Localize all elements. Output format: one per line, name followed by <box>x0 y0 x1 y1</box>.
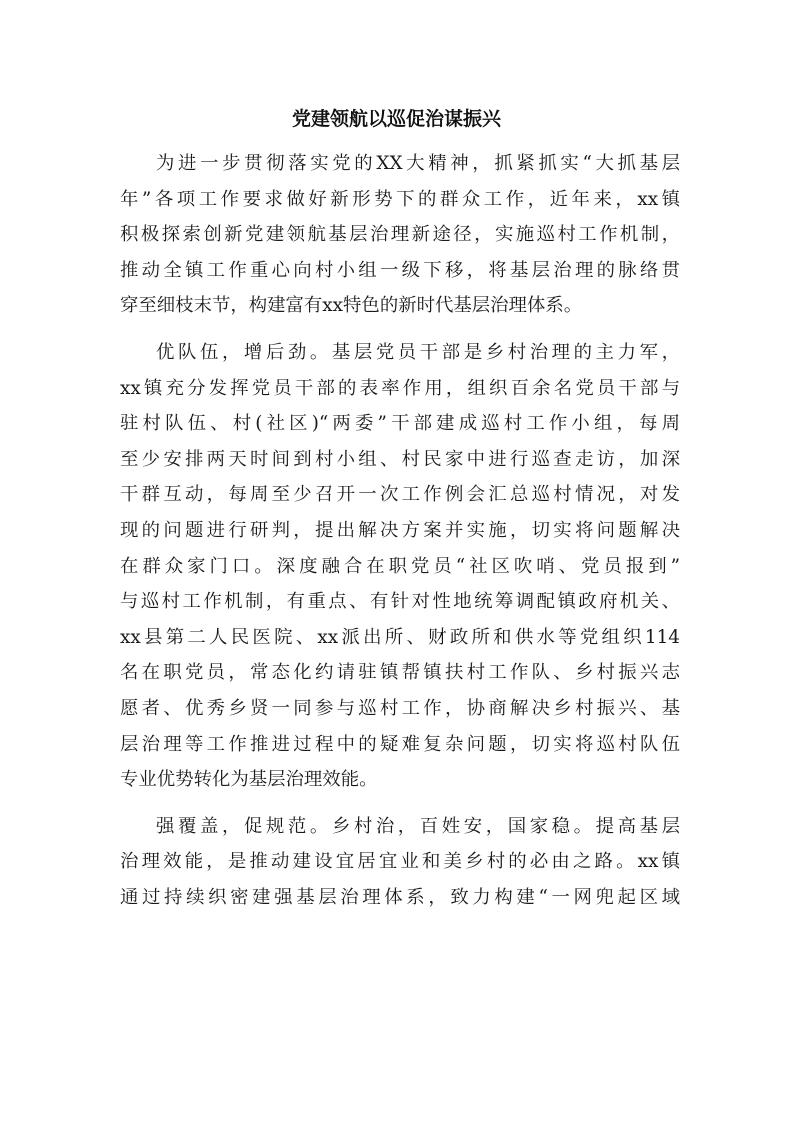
text-line: 驻村队伍、村(社区)“两委”干部建成巡村工作小组，每周 <box>120 413 680 435</box>
document-body <box>120 146 680 915</box>
text-line: 积极探索创新党建领航基层治理新途径，实施巡村工作机制， <box>120 224 680 246</box>
text-line: 强覆盖，促规范。乡村治，百姓安，国家稳。提高基层 <box>156 815 680 837</box>
document-title: 党建领航以巡促治谋振兴 <box>291 108 501 130</box>
text-line: 年”各项工作要求做好新形势下的群众工作，近年来，xx镇 <box>120 188 680 210</box>
text-line: 现的问题进行研判，提出解决方案并实施，切实将问题解决 <box>120 519 680 541</box>
text-line: 专业优势转化为基层治理效能。 <box>120 769 378 791</box>
text-line: 与巡村工作机制，有重点、有针对性地统筹调配镇政府机关、 <box>120 591 680 613</box>
paragraph-coverage <box>120 809 680 916</box>
text-line: 优队伍，增后劲。基层党员干部是乡村治理的主力军， <box>156 341 680 363</box>
paragraph-intro <box>120 146 680 324</box>
text-line: 为进一步贯彻落实党的XX大精神，抓紧抓实“大抓基层 <box>156 153 680 174</box>
text-line: xx镇充分发挥党员干部的表率作用，组织百余名党员干部与 <box>120 377 680 399</box>
text-line: 愿者、优秀乡贤一同参与巡村工作，协商解决乡村振兴、基 <box>120 697 680 719</box>
text-line: 穿至细枝末节，构建富有xx特色的新时代基层治理体系。 <box>120 295 583 317</box>
text-line: xx县第二人民医院、xx派出所、财政所和供水等党组织114 <box>120 626 680 648</box>
text-line: 层治理等工作推进过程中的疑难复杂问题，切实将巡村队伍 <box>120 733 680 755</box>
text-line: 治理效能，是推动建设宜居宜业和美乡村的必由之路。xx镇 <box>120 851 680 873</box>
paragraph-team <box>120 335 680 798</box>
text-line: 在群众家门口。深度融合在职党员“社区吹哨、党员报到” <box>120 555 680 577</box>
text-line: 干群互动，每周至少召开一次工作例会汇总巡村情况，对发 <box>120 484 680 506</box>
text-line: 通过持续织密建强基层治理体系，致力构建“一网兜起区域 <box>120 886 680 908</box>
text-line: 名在职党员，常态化约请驻镇帮镇扶村工作队、乡村振兴志 <box>120 662 680 684</box>
text-line: 至少安排两天时间到村小组、村民家中进行巡查走访，加深 <box>120 448 680 470</box>
text-line: 推动全镇工作重心向村小组一级下移，将基层治理的脉络贯 <box>120 259 680 281</box>
